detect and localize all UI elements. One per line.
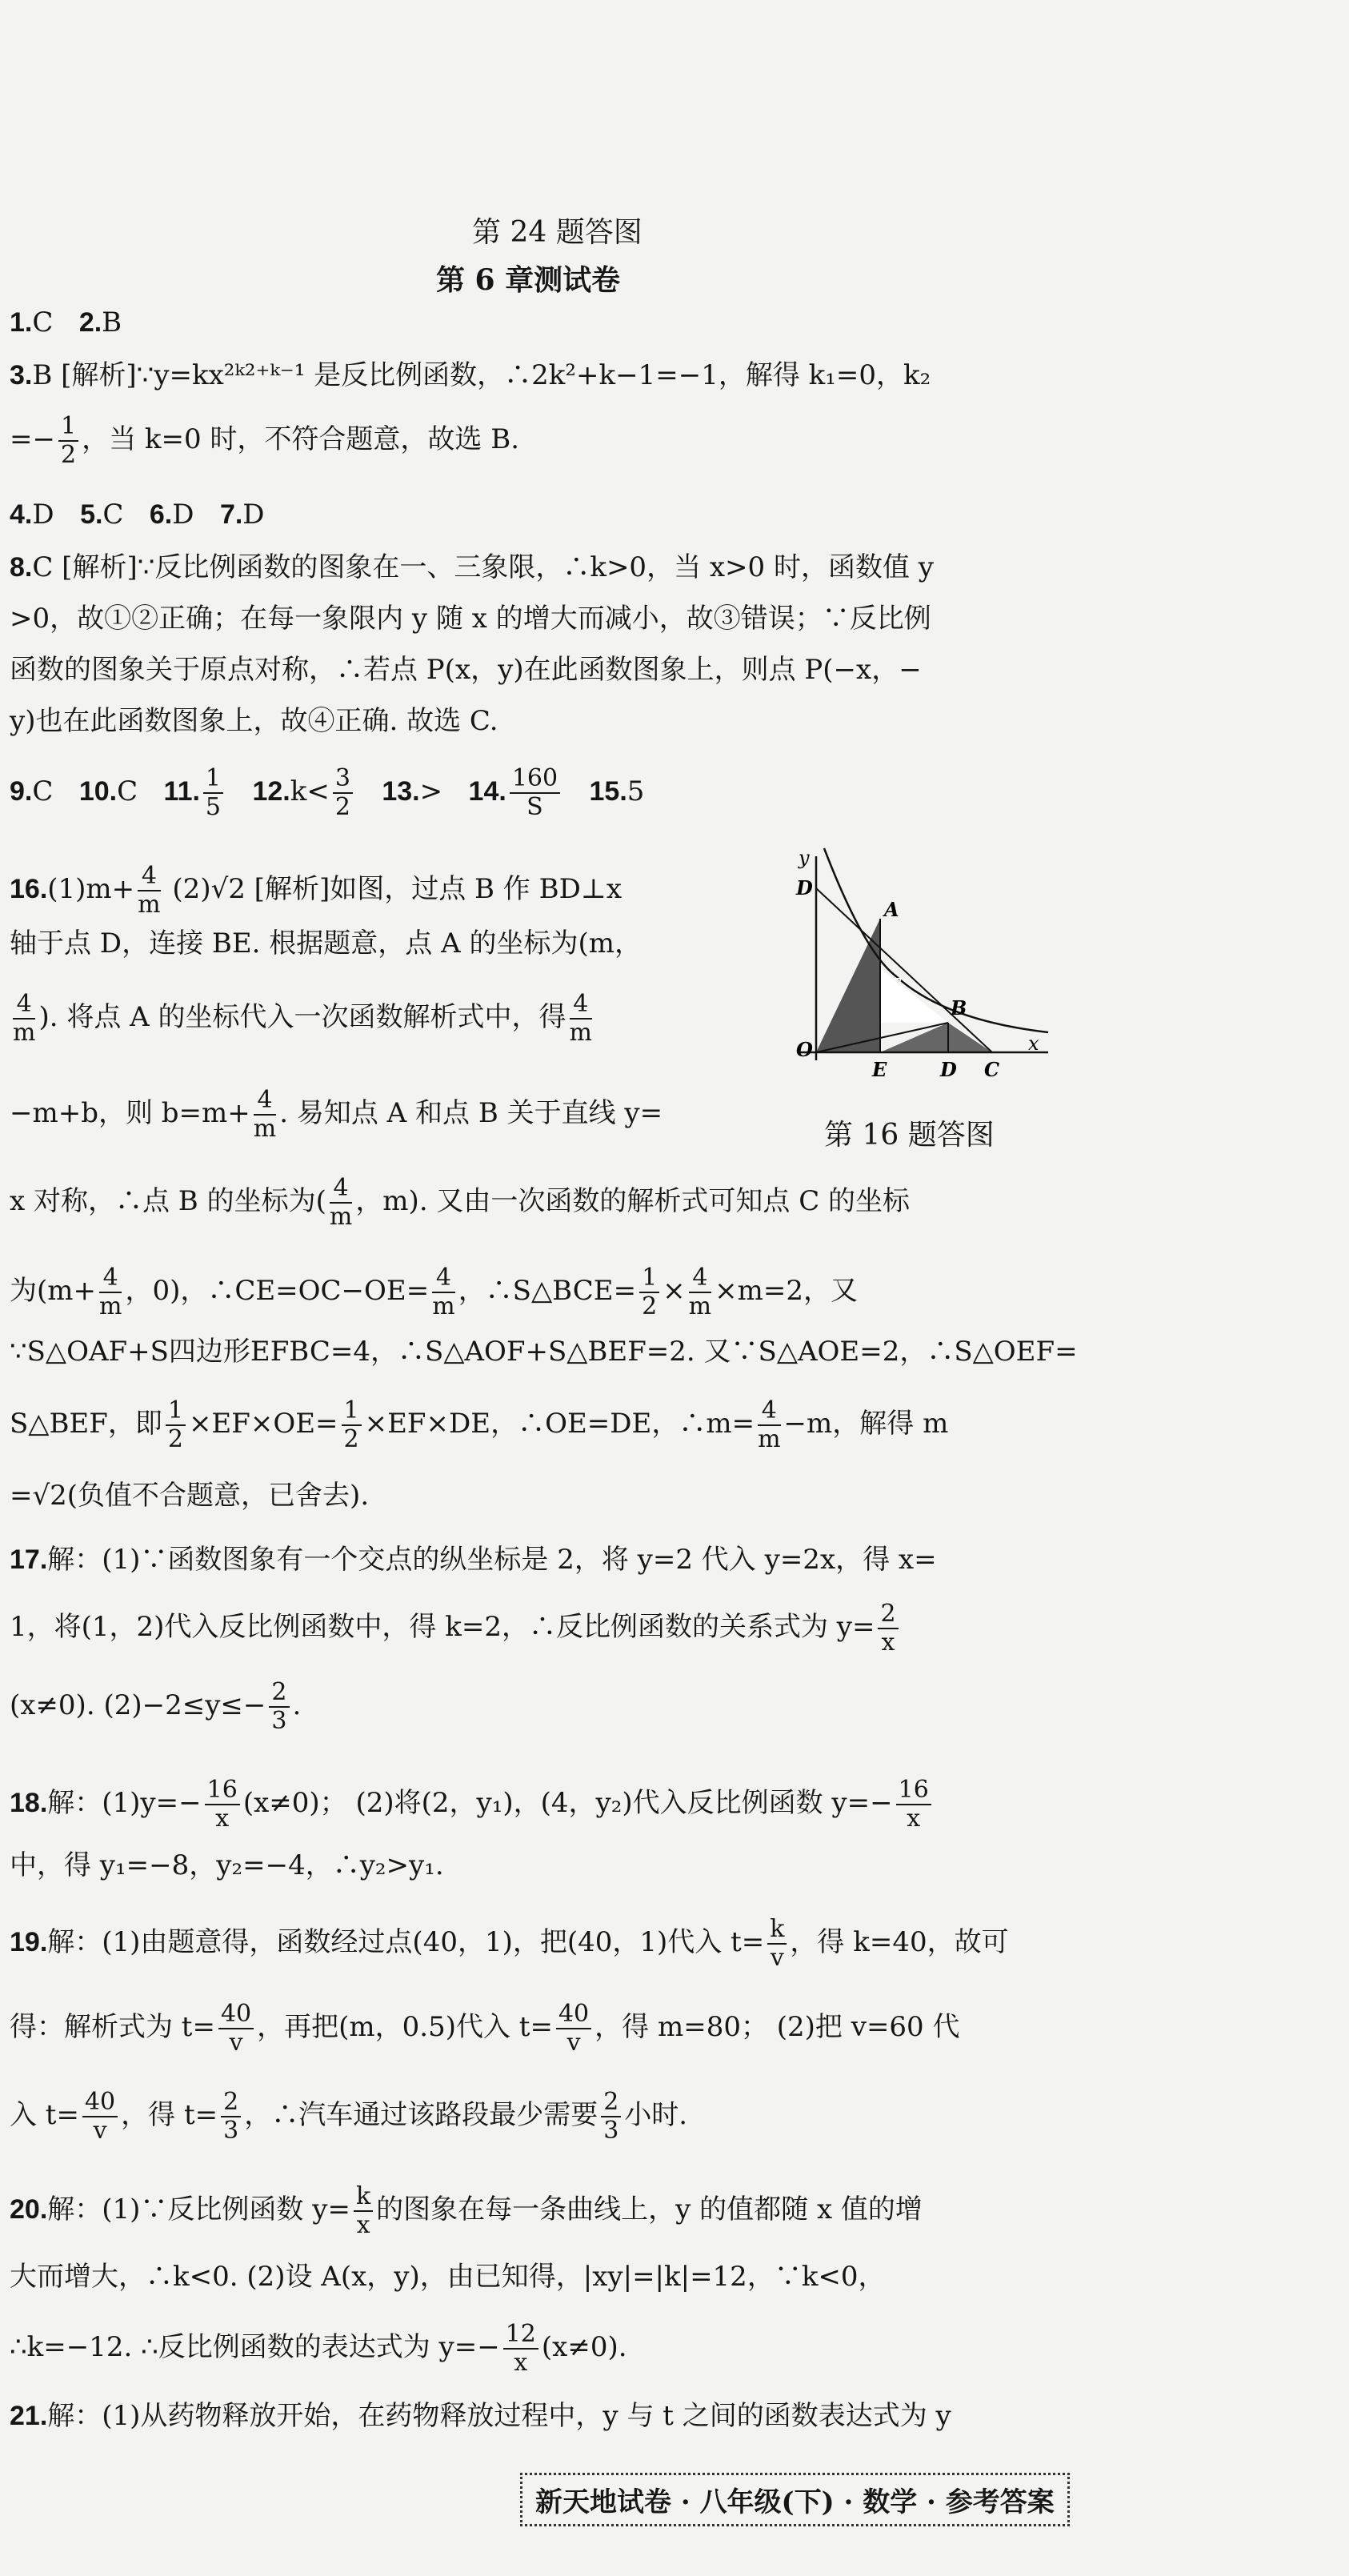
answer-line-q16-8 [10,1396,949,1453]
answer-text: −m+b，则 b=m+ [10,1097,250,1129]
answer-line-q17-1 [10,1543,937,1576]
fraction: $\frac{4}{m}$ [13,990,36,1047]
answer-value: > [419,775,443,807]
answer-value: C [32,775,54,807]
fraction: $\frac{4}{m}$ [688,1264,712,1320]
answer-text: =− [10,423,55,455]
fraction: $\frac{1}{2}$ [58,415,78,467]
answer-line-q3-1 [10,359,931,392]
answer-text: 小时. [624,2099,688,2131]
answer-text: 1，将(1，2)代入反比例函数中，得 k=2，∴反比例函数的关系式为 y= [10,1611,875,1643]
answer-line-q16-1 [10,864,622,917]
answer-text: . 易知点 A 和点 B 关于直线 y= [279,1097,663,1129]
fraction: $\frac{k}{x}$ [354,2185,373,2237]
answer-text: k< [290,775,330,807]
answer-text: (2)√2 [解析]如图，过点 B 作 BD⊥x [163,873,622,905]
q-number: 16. [10,874,48,904]
q-number: 13. [382,776,420,807]
fig-label-x: x [1028,1032,1039,1055]
answer-text: 入 t= [10,2099,79,2131]
answer-line-q16-6 [10,1266,858,1319]
fraction: $\frac{1}{2}$ [166,1399,186,1452]
answer-text: (x≠0)； (2)将(2，y₁)，(4，y₂)代入反比例函数 y=− [242,1787,893,1819]
fraction: $\frac{4}{m}$ [99,1264,122,1320]
fraction: $\frac{k}{v}$ [767,1917,787,1970]
answer-line-q1-q2 [10,306,122,339]
fraction: $\frac{4}{m}$ [758,1396,781,1453]
q-number: 17. [10,1544,48,1575]
answer-value: C [117,775,138,807]
fraction: $\frac{40}{v}$ [556,2002,591,2055]
answer-text: 得：解析式为 t= [10,2011,215,2043]
answer-text: B [解析]∵y=kx²ᵏ²⁺ᵏ⁻¹ 是反比例函数，∴2k²+k−1=−1，解得 k₁=0，k₂ [32,359,931,391]
fig-label-b: B [951,996,967,1020]
answer-text: ，得 k=40，故可 [790,1926,1009,1958]
answer-line-q8-3: 函数的图象关于原点对称，∴若点 P(x，y)在此函数图象上，则点 P(−x，− [10,654,922,686]
answer-line-q17-3 [10,1678,302,1735]
answer-line-q16-5 [10,1176,910,1229]
fig-label-d: D [940,1058,957,1080]
q-number: 21. [10,2401,48,2431]
answer-text: S△BEF，即 [10,1408,162,1440]
footer-label: 新天地试卷 · 八年级(下) · 数学 · 参考答案 [520,2473,1070,2526]
q-number: 9. [10,776,33,807]
answer-line-q19-3 [10,2090,687,2143]
answer-line-q20-1 [10,2182,923,2239]
fraction: $\frac{4}{m}$ [138,862,161,919]
answer-text: 为(m+ [10,1275,96,1307]
fig-label-o: O [796,1038,813,1061]
q-number: 4. [10,499,33,530]
answer-value: D [172,499,194,531]
fig-label-f: F [887,974,901,997]
q-number: 19. [10,1927,48,1957]
answer-text: ，再把(m，0.5)代入 t= [257,2011,553,2043]
answer-text: ∴k=−12. ∴反比例函数的表达式为 y=− [10,2331,500,2363]
answer-text: 的图象在每一条曲线上，y 的值都随 x 值的增 [376,2193,923,2225]
fig16-caption: 第 16 题答图 [824,1119,995,1152]
answer-text: × [662,1275,686,1307]
fraction: $\frac{4}{m}$ [253,1086,277,1143]
fraction: $\frac{12}{x}$ [503,2322,538,2375]
answer-line-q20-2: 大而增大，∴k<0. (2)设 A(x，y)，由已知得，|xy|=|k|=12，∵k<0， [10,2261,886,2293]
answer-line-q19-1 [10,1917,1009,1970]
answer-line-q9-q15 [10,764,645,821]
fig-label-e: E [872,1058,887,1080]
fig-label-c: C [984,1058,1000,1080]
fraction: $\frac{2}{3}$ [601,2090,621,2143]
answer-text: (x≠0). [541,2331,627,2363]
answer-line-q17-2 [10,1602,902,1655]
answer-line-q16-9: =√2(负值不合题意，已舍去). [10,1480,370,1512]
answer-value: 5 [626,775,645,807]
answer-text: ×EF×DE，∴OE=DE，∴m= [364,1408,755,1440]
answer-text: ，∴汽车通过该路段最少需要 [244,2099,598,2131]
answer-line-q3-2 [10,412,520,469]
answer-text: 解：(1)由题意得，函数经过点(40，1)，把(40，1)代入 t= [47,1926,765,1958]
q-number: 3. [10,360,33,391]
q-number: 8. [10,552,33,583]
answer-text: (1)m+ [47,873,135,905]
fraction: $\frac{40}{v}$ [82,2090,118,2143]
answer-line-q8-4: y)也在此函数图象上，故④正确. 故选 C. [10,705,498,737]
answer-text: (x≠0). (2)−2≤y≤− [10,1689,266,1721]
q-number: 1. [10,307,33,338]
answer-text: −m，解得 m [783,1408,949,1440]
q-number: 2. [78,307,102,338]
fig-label-a: A [884,898,899,921]
answer-value: B [102,306,122,339]
answer-line-q21-1 [10,2399,951,2433]
fraction: $\frac{16}{x}$ [896,1778,931,1831]
answer-line-q19-2 [10,2002,960,2055]
answer-text: ). 将点 A 的坐标代入一次函数解析式中，得 [38,1001,566,1033]
answer-text: x 对称，∴点 B 的坐标为( [10,1185,326,1217]
answer-line-q8-2: >0，故①②正确；在每一象限内 y 随 x 的增大而减小，故③错误；∵反比例 [10,603,931,635]
answer-text: 解：(1)从药物释放开始，在药物释放过程中，y 与 t 之间的函数表达式为 y [47,2400,951,2432]
q-number: 6. [149,499,173,530]
answer-text: ，得 m=80； (2)把 v=60 代 [594,2011,960,2043]
answer-line-q20-3 [10,2322,627,2375]
fraction: $\frac{4}{m}$ [432,1264,455,1320]
answer-text: ，得 t= [121,2099,218,2131]
fraction: $\frac{16}{x}$ [205,1778,240,1831]
chapter-title: 第 6 章测试卷 [436,263,621,297]
q-number: 15. [589,776,627,807]
fig24-caption: 第 24 题答图 [472,216,642,249]
answer-text: 解：(1)y=− [47,1787,202,1819]
answer-text: C [解析]∵反比例函数的图象在一、三象限，∴k>0，当 x>0 时，函数值 y [32,551,934,583]
fraction: $\frac{4}{m}$ [329,1174,353,1231]
q-number: 18. [10,1788,48,1818]
fraction: $\frac{2}{3}$ [269,1681,289,1733]
answer-line-q16-3 [10,992,595,1045]
answer-text: . [292,1689,302,1721]
fig-label-d-top: D [796,876,813,899]
answer-line-q16-2: 轴于点 D，连接 BE. 根据题意，点 A 的坐标为(m， [10,927,642,959]
fig-label-y: y [799,847,810,869]
q-number: 12. [252,776,290,807]
answer-text: ，当 k=0 时，不符合题意，故选 B. [82,423,520,455]
q-number: 20. [10,2194,48,2225]
answer-value: D [32,499,54,531]
answer-text: ，0)，∴CE=OC−OE= [125,1275,430,1307]
fraction: $\frac{40}{v}$ [218,2002,254,2055]
q-number: 10. [78,776,118,807]
answer-line-q16-7: ∵S△OAF+S四边形EFBC=4，∴S△AOF+S△BEF=2. 又∵S△AOE=2，∴S△OEF= [10,1336,1078,1368]
answer-text: 解：(1)∵函数图象有一个交点的纵坐标是 2，将 y=2 代入 y=2x，得 x= [47,1544,937,1576]
answer-text: ，m). 又由一次函数的解析式可知点 C 的坐标 [355,1185,911,1217]
q-number: 7. [219,499,243,530]
fraction: $\frac{160}{S}$ [510,767,560,819]
q-number: 11. [163,776,200,807]
fraction: $\frac{1}{2}$ [342,1399,362,1452]
answer-text: ×m=2，又 [715,1275,858,1307]
fraction: $\frac{4}{m}$ [569,990,592,1047]
answer-line-q16-4 [10,1088,662,1141]
answer-value: C [32,306,54,339]
answer-text: ，∴S△BCE= [458,1275,637,1307]
fraction: $\frac{2}{x}$ [878,1602,898,1655]
answer-text: 解：(1)∵反比例函数 y= [47,2193,350,2225]
answer-line-q8-1 [10,551,934,584]
answer-line-q18-1 [10,1778,935,1831]
fraction: $\frac{2}{3}$ [221,2090,241,2143]
fraction: $\frac{3}{2}$ [333,767,353,819]
answer-value: D [242,499,265,531]
q-number: 14. [468,776,506,807]
answer-value: C [102,499,124,531]
fraction: $\frac{1}{2}$ [639,1266,659,1319]
answer-text: ×EF×OE= [188,1408,338,1440]
answer-line-q4-q7 [10,498,265,531]
answer-line-q18-2: 中，得 y₁=−8，y₂=−4，∴y₂>y₁. [10,1849,444,1881]
q-number: 5. [80,499,103,530]
fig16-diagram [792,840,1056,1080]
fraction: $\frac{1}{5}$ [203,767,223,819]
